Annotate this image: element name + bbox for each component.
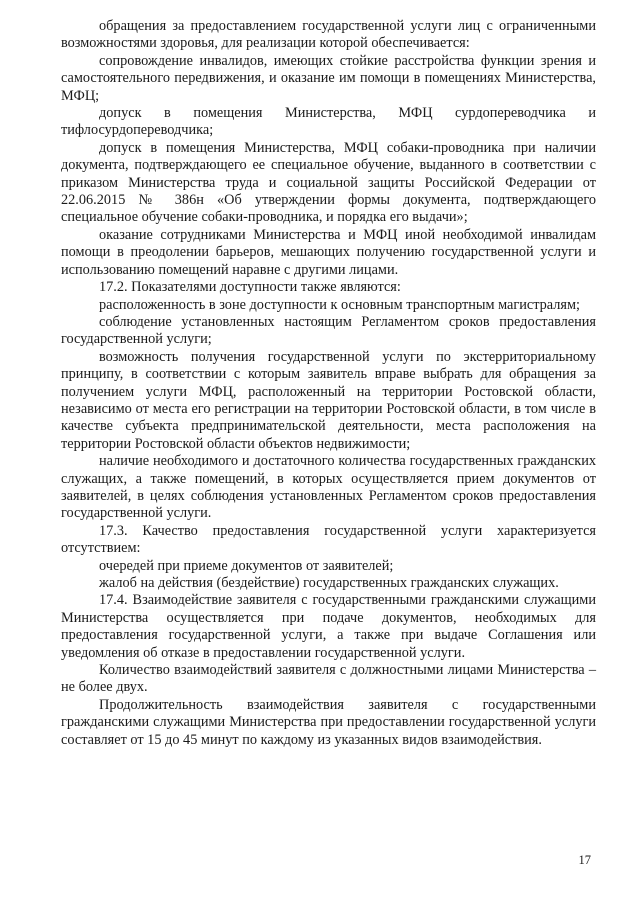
paragraph: обращения за предоставлением государственной услуги лиц с ограниченными возможностями здоровья, для реализации которой обеспечивается:	[61, 18, 596, 52]
paragraph: допуск в помещения Министерства, МФЦ собаки-проводника при наличии документа, подтверждающего ее специальное обучение, выданного в соответствии с приказом Министерства труда и социальной защиты Российской Федерации от 22.06.2015 № 386н «Об утверждении формы документа, подтверждающего специальное обучение собаки-проводника, и порядка его выдачи»;	[61, 139, 596, 226]
paragraph: расположенность в зоне доступности к основным транспортным магистралям;	[99, 296, 580, 313]
paragraph: возможность получения государственной услуги по экстерриториальному принципу, в соответствии с которым заявитель вправе выбрать для обращения за получением услуги МФЦ, расположенный на территории Ростовской области, независимо от места его регистрации на территории Ростовской области, в том числе в качестве субъекта предпринимательской деятельности, места расположения на территории Ростовской области объектов недвижимости;	[61, 348, 596, 452]
section-17-4: 17.4. Взаимодействие заявителя с государственными гражданскими служащими Министерства осуществляется при подаче документов, необходимых для предоставления государственной услуги, а также при выдаче Соглашения или уведомления об отказе в предоставлении государственной услуги.	[61, 592, 596, 661]
paragraph: наличие необходимого и достаточного количества государственных гражданских служащих, а также помещений, в которых осуществляется прием документов от заявителей, в целях соблюдения установленных Регламентом сроков предоставления государственной услуги.	[61, 453, 596, 522]
paragraph: Продолжительность взаимодействия заявителя с государственными гражданскими служащими Министерства при предоставлении государственной услуги составляет от 15 до 45 минут по каждому из указанных видов взаимодействия.	[61, 696, 596, 748]
section-heading-17-2: 17.2. Показателями доступности также являются:	[99, 279, 401, 296]
paragraph: соблюдение установленных настоящим Регламентом сроков предоставления государственной услуги;	[61, 313, 596, 348]
paragraph: Количество взаимодействий заявителя с должностными лицами Министерства – не более двух.	[61, 662, 596, 696]
paragraph: допуск в помещения Министерства, МФЦ сурдопереводчика и тифлосурдопереводчика;	[61, 105, 596, 139]
paragraph: очередей при приеме документов от заявителей;	[99, 557, 394, 574]
page-number: 17	[578, 853, 591, 867]
section-heading-17-3: 17.3. Качество предоставления государственной услуги характеризуется отсутствием:	[61, 522, 596, 557]
paragraph: сопровождение инвалидов, имеющих стойкие расстройства функции зрения и самостоятельного передвижения, и оказание им помощи в помещениях Министерства, МФЦ;	[61, 52, 596, 104]
body-text	[61, 18, 596, 749]
paragraph: оказание сотрудниками Министерства и МФЦ иной необходимой инвалидам помощи в преодолении барьеров, мешающих получению государственной услуги и использованию помещений наравне с другими лицами.	[61, 226, 596, 278]
paragraph: жалоб на действия (бездействие) государственных гражданских служащих.	[99, 575, 559, 591]
